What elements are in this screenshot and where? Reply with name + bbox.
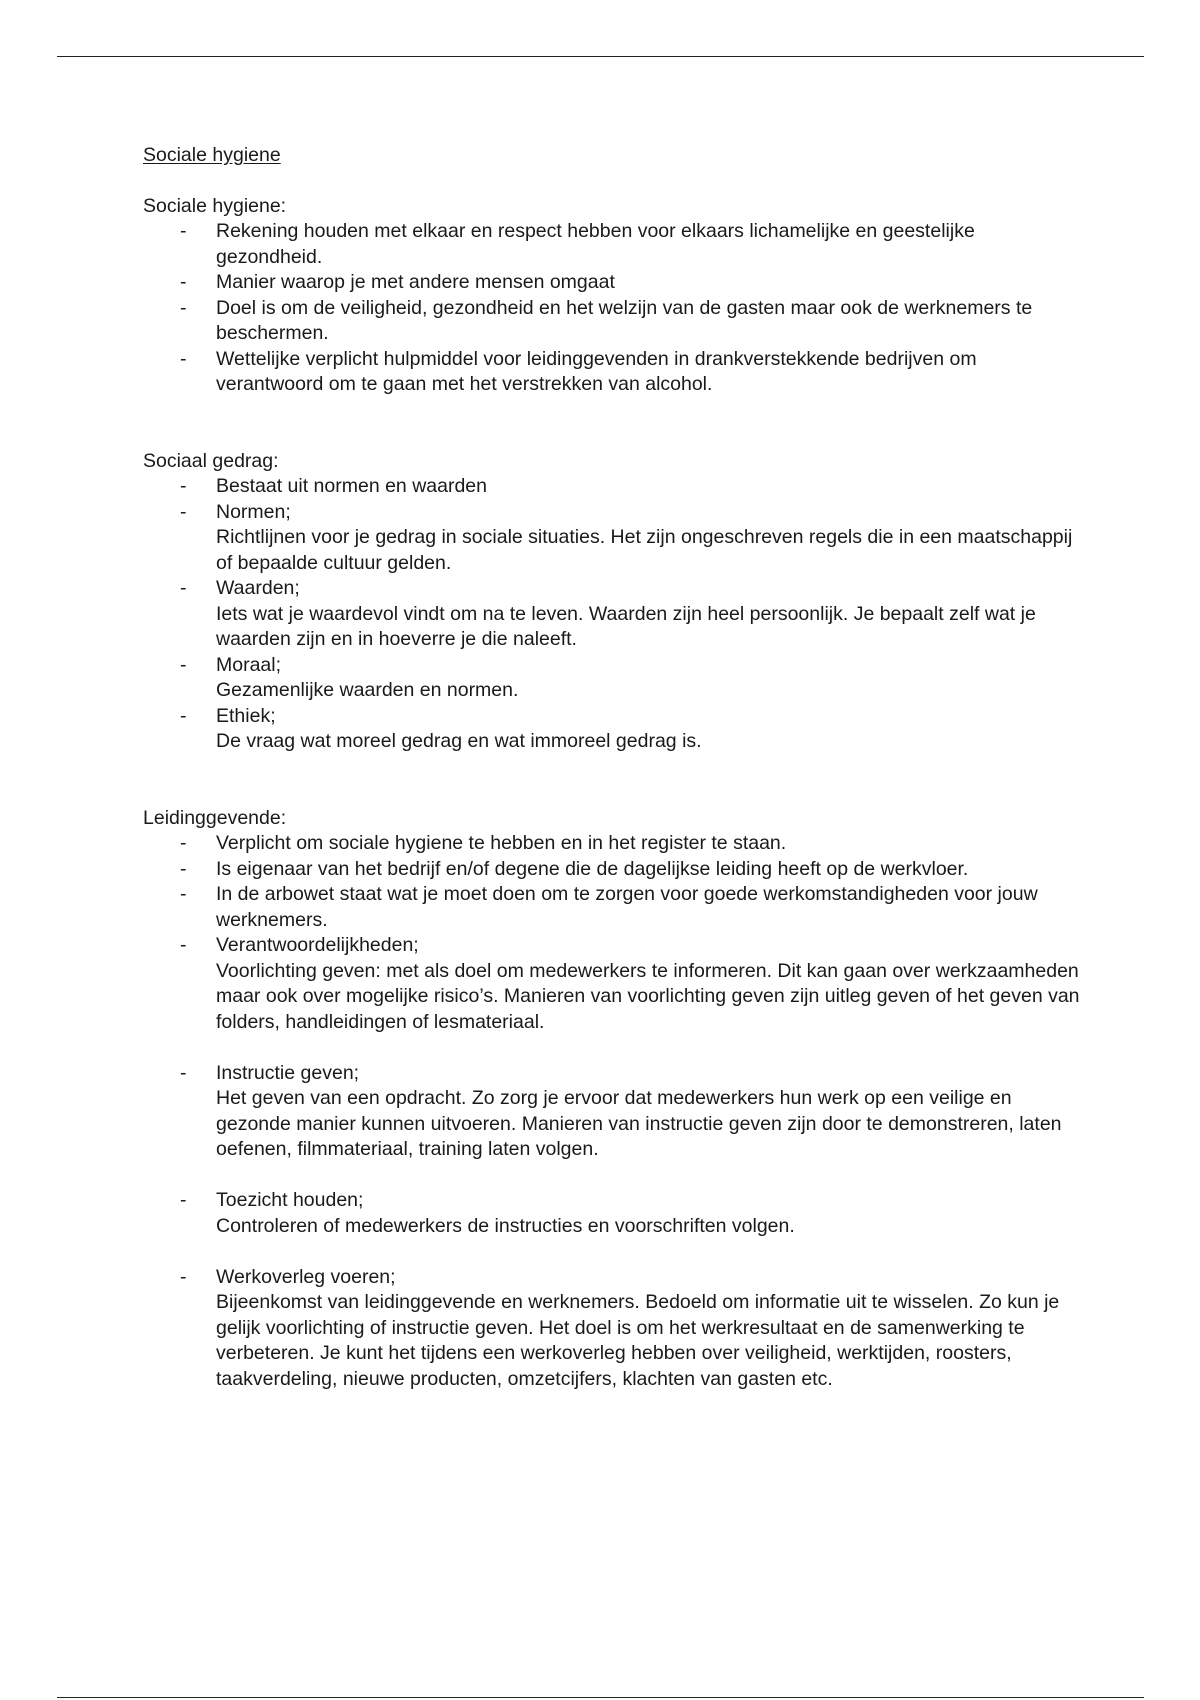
- bullet-list: [143, 831, 1083, 1392]
- list-item-text: - Bestaat uit normen en waarden: [216, 475, 488, 497]
- list-item-term: - Moraal;: [216, 653, 282, 676]
- list-item-description: De vraag wat moreel gedrag en wat immoreel gedrag is.: [216, 730, 702, 752]
- section-heading: Sociale hygiene:: [143, 194, 287, 217]
- bullet-list: [143, 474, 1083, 755]
- list-item-description: Iets wat je waardevol vindt om na te leven. Waarden zijn heel persoonlijk. Je bepaalt zelf wat je waarden zijn en in hoeverre je die naleeft.: [216, 602, 1036, 650]
- list-item-text: - Verplicht om sociale hygiene te hebben en in het register te staan.: [216, 832, 787, 854]
- list-item: [143, 882, 1083, 933]
- list-item-description: Het geven van een opdracht. Zo zorg je ervoor dat medewerkers hun werk op een veilige en gezonde manier kunnen uitvoeren. Manieren van instructie geven zijn door te demonstreren, laten oefenen, filmmateriaal, training laten volgen.: [216, 1087, 1062, 1160]
- list-item: [143, 704, 1083, 755]
- list-item-text: - Rekening houden met elkaar en respect hebben voor elkaars lichamelijke en geestelijke gezondheid.: [216, 220, 975, 268]
- list-item-text: - Is eigenaar van het bedrijf en/of degene die de dagelijkse leiding heeft op de werkvloer.: [216, 857, 969, 880]
- list-item-description: Controleren of medewerkers de instructies en voorschriften volgen.: [216, 1214, 795, 1237]
- list-item-term: - Toezicht houden;: [216, 1189, 364, 1211]
- list-item-term: - Werkoverleg voeren;: [216, 1265, 396, 1288]
- list-item: [143, 1265, 1083, 1393]
- list-item-term: - Waarden;: [216, 577, 300, 599]
- list-item-term: - Ethiek;: [216, 704, 276, 727]
- header-rule: [57, 56, 1144, 57]
- section-leidinggevende: [143, 806, 1083, 1393]
- list-item-text: - Wettelijke verplicht hulpmiddel voor leidinggevenden in drankverstekkende bedrijven om verantwoord om te gaan met het verstrekken van alcohol.: [216, 347, 977, 395]
- list-item-term: - Verantwoordelijkheden;: [216, 934, 419, 956]
- list-item-description: Voorlichting geven: met als doel om medewerkers te informeren. Dit kan gaan over werkzaamheden maar ook over mogelijke risico’s. Manieren van voorlichting geven zijn uitleg geven of het geven van folders, handleidingen of lesmateriaal.: [216, 959, 1080, 1033]
- list-item-text: - In de arbowet staat wat je moet doen om te zorgen voor goede werkomstandigheden voor jouw werknemers.: [216, 883, 1038, 931]
- list-item: [143, 933, 1083, 1035]
- list-item: [143, 219, 1083, 270]
- list-item: [143, 296, 1083, 347]
- footer-rule: [57, 1697, 1144, 1698]
- list-item: [143, 1188, 1083, 1239]
- section-heading: Leidinggevende:: [143, 806, 287, 829]
- list-item-description: Gezamenlijke waarden en normen.: [216, 679, 519, 701]
- section-sociaal-gedrag: [143, 449, 1083, 755]
- document-title: Sociale hygiene: [143, 144, 281, 166]
- list-item: [143, 474, 1083, 500]
- list-item: [143, 653, 1083, 704]
- list-item: [143, 500, 1083, 577]
- section-heading: Sociaal gedrag:: [143, 449, 279, 472]
- list-item: [143, 576, 1083, 653]
- list-item: [143, 831, 1083, 857]
- list-item: [143, 270, 1083, 296]
- list-item-text: - Doel is om de veiligheid, gezondheid en het welzijn van de gasten maar ook de werknemers te beschermen.: [216, 296, 1033, 344]
- list-item-description: Richtlijnen voor je gedrag in sociale situaties. Het zijn ongeschreven regels die in een maatschappij of bepaalde cultuur gelden.: [216, 526, 1073, 574]
- list-item-description: Bijeenkomst van leidinggevende en werknemers. Bedoeld om informatie uit te wisselen. Zo kun je gelijk voorlichting of instructie geven. Het doel is om het werkresultaat en de samenwerking te verbeteren. Je kunt het tijdens een werkoverleg hebben over veiligheid, werktijden, roosters, taakverdeling, nieuwe producten, omzetcijfers, klachten van gasten etc.: [216, 1291, 1060, 1390]
- bullet-list: [143, 219, 1083, 398]
- list-item-term: - Instructie geven;: [216, 1061, 360, 1084]
- list-item-text: - Manier waarop je met andere mensen omgaat: [216, 271, 615, 293]
- list-item: [143, 857, 1083, 883]
- list-item: [143, 347, 1083, 398]
- section-sociale-hygiene: [143, 194, 1083, 398]
- document-body: [143, 143, 1083, 1392]
- list-item: [143, 1061, 1083, 1163]
- list-item-term: - Normen;: [216, 500, 291, 523]
